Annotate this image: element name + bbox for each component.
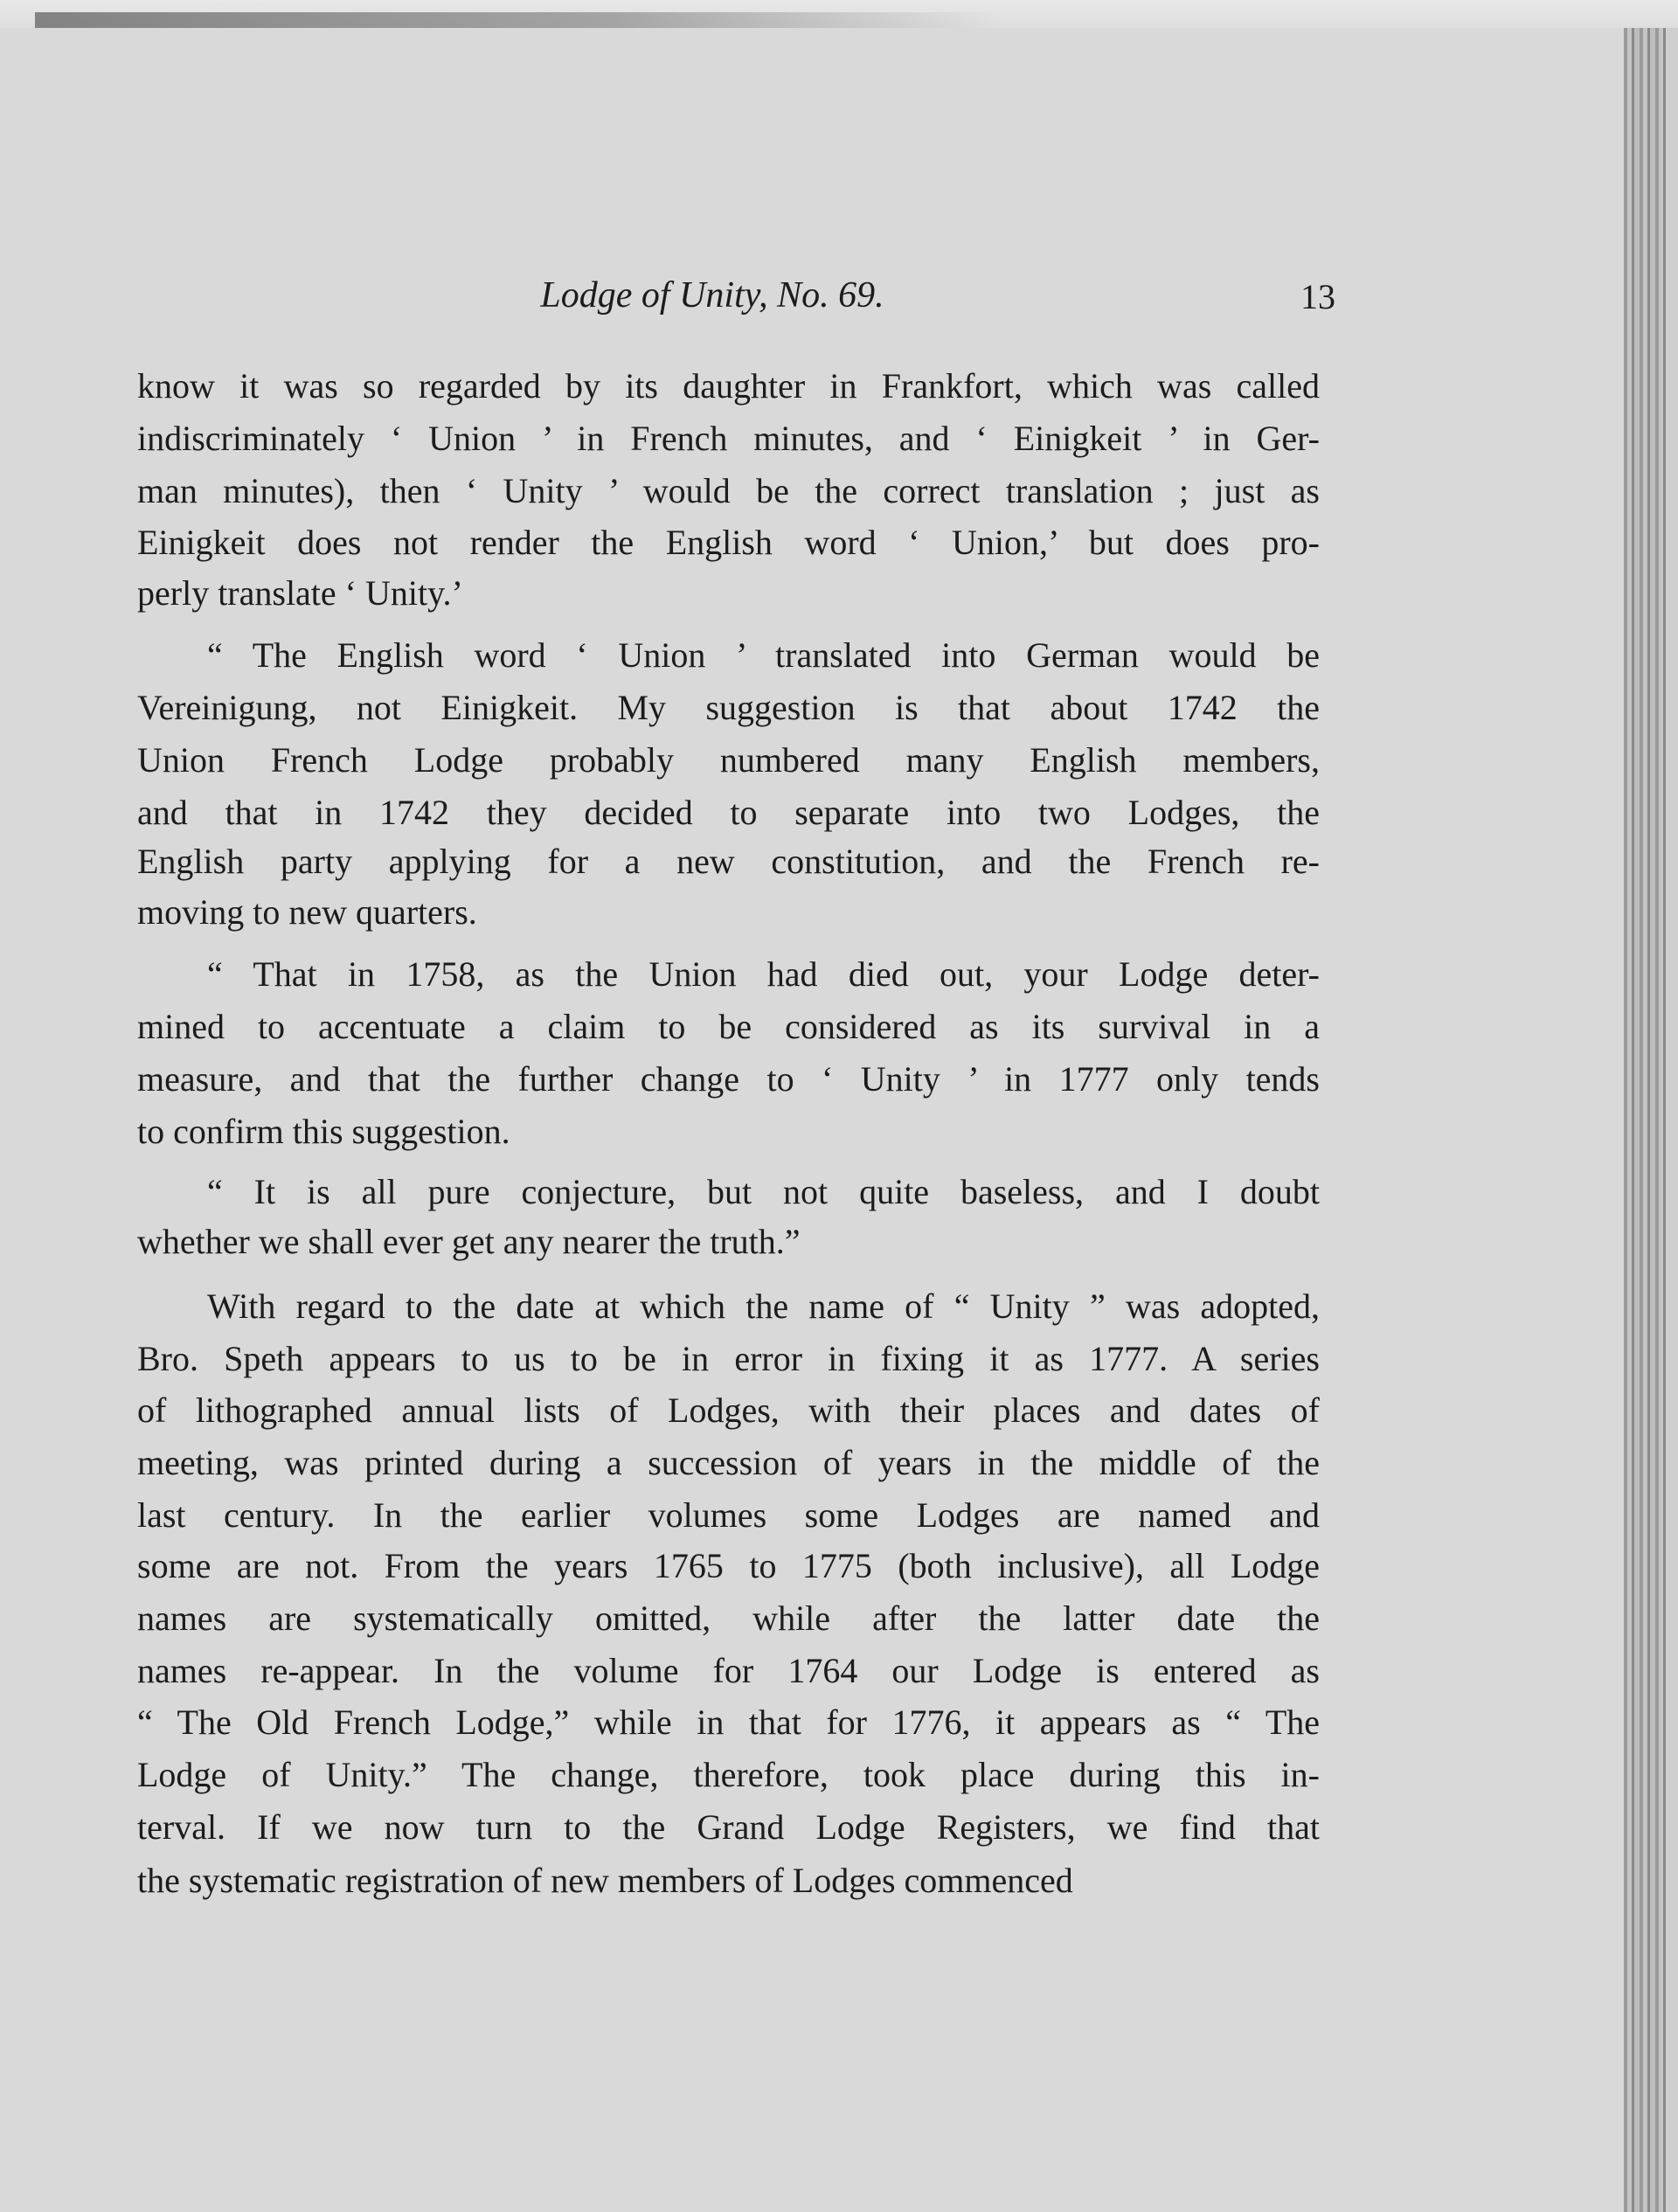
- page-edges: [1624, 28, 1678, 2212]
- text-line: “ The English word ‘ Union ’ translated into German would be: [207, 635, 1320, 676]
- text-line: English party applying for a new constitution, and the French re-: [137, 842, 1320, 882]
- text-line: perly translate ‘ Unity.’: [137, 573, 463, 614]
- text-line: Lodge of Unity.” The change, therefore, took place during this in-: [137, 1755, 1320, 1795]
- text-line: mined to accentuate a claim to be considered as its survival in a: [137, 1007, 1320, 1047]
- text-line: some are not. From the years 1765 to 1775 (both inclusive), all Lodge: [137, 1546, 1320, 1586]
- text-line: Bro. Speth appears to us to be in error in fixing it as 1777. A series: [137, 1338, 1320, 1378]
- text-line: indiscriminately ‘ Union ’ in French minutes, and ‘ Einigkeit ’ in Ger-: [137, 418, 1320, 458]
- text-line: of lithographed annual lists of Lodges, with their places and dates of: [137, 1390, 1320, 1431]
- text-line: terval. If we now turn to the Grand Lodge Registers, we find that: [137, 1806, 1320, 1847]
- text-line: “ That in 1758, as the Union had died out, your Lodge deter-: [207, 954, 1320, 995]
- text-line: Einigkeit does not render the English word ‘ Union,’ but does pro-: [137, 523, 1320, 563]
- text-line: meeting, was printed during a succession of years in the middle of the: [137, 1443, 1320, 1483]
- text-line: measure, and that the further change to ‘ Unity ’ in 1777 only tends: [137, 1058, 1320, 1099]
- text-line: With regard to the date at which the name of “ Unity ” was adopted,: [207, 1286, 1320, 1326]
- text-line: names are systematically omitted, while after the latter date the: [137, 1598, 1320, 1638]
- text-line: and that in 1742 they decided to separate into two Lodges, the: [137, 792, 1320, 832]
- text-line: to confirm this suggestion.: [137, 1111, 510, 1151]
- text-line: “ It is all pure conjecture, but not quite baseless, and I doubt: [207, 1172, 1320, 1212]
- text-line: man minutes), then ‘ Unity ’ would be the correct translation ; just as: [137, 470, 1320, 510]
- page-number: 13: [1300, 277, 1335, 316]
- text-line: “ The Old French Lodge,” while in that for 1776, it appears as “ The: [137, 1702, 1320, 1743]
- text-line: the systematic registration of new members of Lodges commenced: [137, 1861, 1073, 1901]
- text-line: know it was so regarded by its daughter in Frankfort, which was called: [137, 366, 1320, 406]
- text-line: names re-appear. In the volume for 1764 our Lodge is entered as: [137, 1650, 1320, 1690]
- running-head: Lodge of Unity, No. 69.: [540, 275, 884, 316]
- text-line: last century. In the earlier volumes some Lodges are named and: [137, 1494, 1320, 1535]
- text-line: Union French Lodge probably numbered many English members,: [137, 739, 1320, 780]
- text-line: whether we shall ever get any nearer the truth.”: [137, 1221, 801, 1261]
- text-line: moving to new quarters.: [137, 892, 477, 933]
- text-line: Vereinigung, not Einigkeit. My suggestion is that about 1742 the: [137, 688, 1320, 728]
